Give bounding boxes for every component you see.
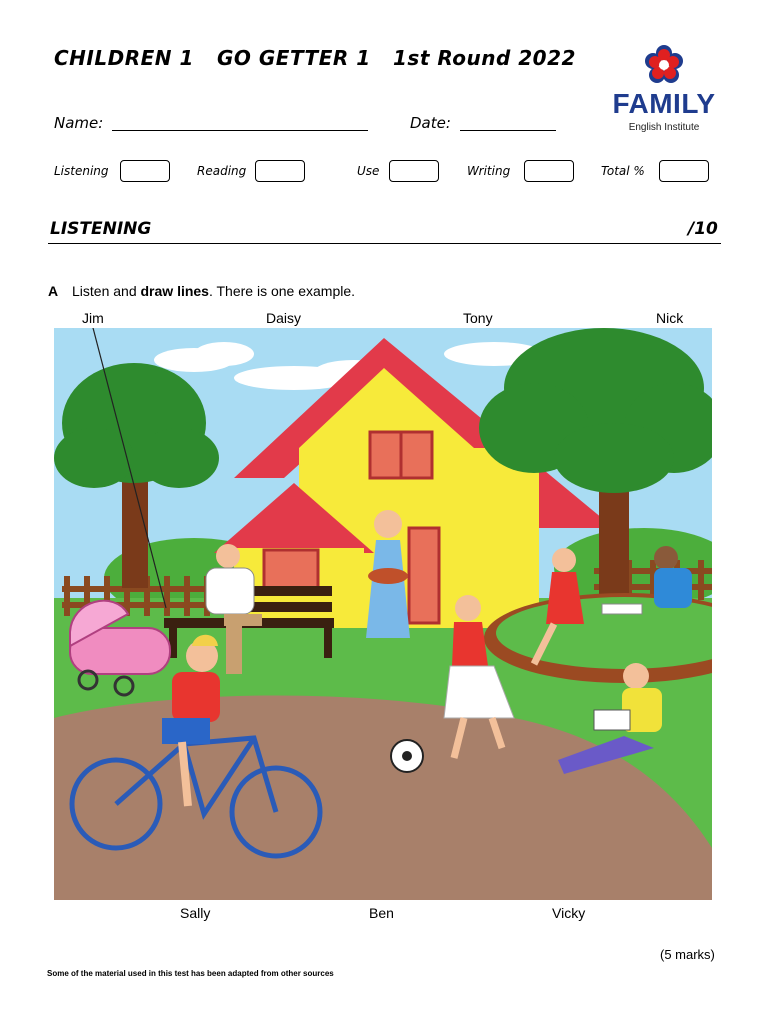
section-divider [48,243,721,244]
score-box-listening[interactable] [120,160,170,182]
name-sally[interactable]: Sally [180,905,211,921]
instruction-part-1: Listen and [72,283,141,299]
task-letter: A [48,283,59,299]
park-scene-illustration [54,328,712,900]
score-label-listening: Listening [54,164,109,178]
round-title: 1st Round 2022 [393,46,576,70]
name-daisy[interactable]: Daisy [266,310,302,326]
score-box-total[interactable] [659,160,709,182]
flower-icon [608,40,720,90]
section-marks: /10 [688,219,718,239]
section-title: LISTENING [50,219,152,239]
score-label-reading: Reading [197,164,247,178]
name-field[interactable] [112,130,368,131]
family-logo [608,40,720,140]
logo-subtitle: English Institute [628,122,700,133]
tree-trunk [122,478,148,588]
score-label-total: Total % [601,164,645,178]
name-ben[interactable]: Ben [369,905,394,921]
instruction-bold: draw lines [140,283,209,299]
level-title: CHILDREN 1 [54,46,194,70]
name-label: Name: [54,114,104,132]
name-jim[interactable]: Jim [82,310,104,326]
task-instruction [72,283,355,299]
task-marks: (5 marks) [660,947,715,962]
name-vicky[interactable]: Vicky [552,905,586,921]
score-box-use[interactable] [389,160,439,182]
name-tony[interactable]: Tony [463,310,493,326]
score-label-use: Use [357,164,380,178]
name-nick[interactable]: Nick [656,310,684,326]
score-box-writing[interactable] [524,160,574,182]
footer-note: Some of the material used in this test has been adapted from other sources [47,969,334,978]
logo-brand: FAMILY [612,88,716,119]
score-box-reading[interactable] [255,160,305,182]
date-label: Date: [410,114,451,132]
date-field[interactable] [460,130,556,131]
instruction-part-2: . There is one example. [208,283,356,299]
score-label-writing: Writing [467,164,511,178]
book-title: GO GETTER 1 [217,46,371,70]
